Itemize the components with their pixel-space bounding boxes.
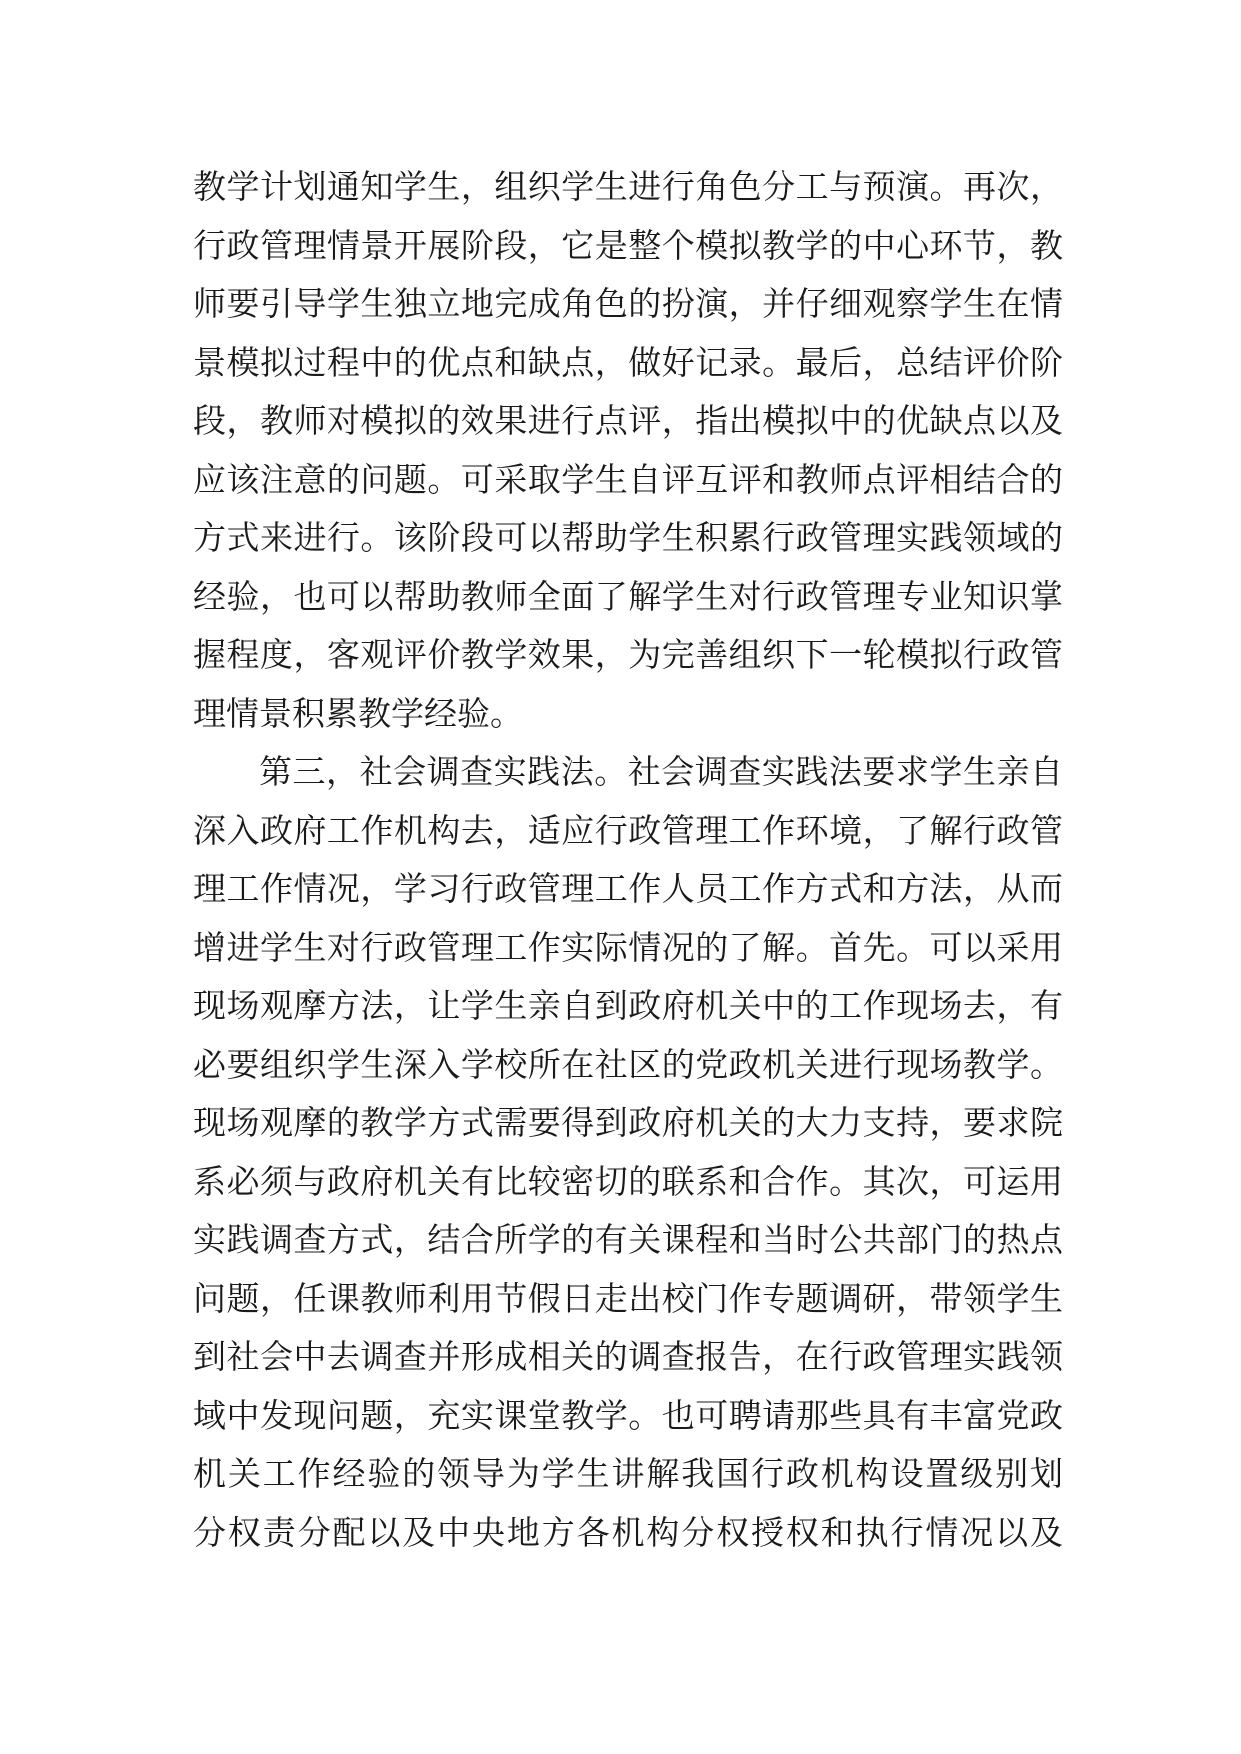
text-line: 师要引导学生独立地完成角色的扮演，并仔细观察学生在情	[193, 284, 1063, 323]
text-line: 机关工作经验的领导为学生讲解我国行政机构设置级别划	[193, 1454, 1063, 1493]
text-line: 问题，任课教师利用节假日走出校门作专题调研，带领学生	[193, 1278, 1063, 1318]
paragraph-1	[193, 158, 1063, 743]
text-line: 景模拟过程中的优点和缺点，做好记录。最后，总结评价阶	[193, 342, 1063, 382]
text-line: 实践调查方式，结合所学的有关课程和当时公共部门的热点	[193, 1220, 1063, 1259]
body-text	[193, 158, 1063, 1562]
text-line: 方式来进行。该阶段可以帮助学生积累行政管理实践领域的	[193, 518, 1063, 557]
text-line: 现场观摩方法，让学生亲自到政府机关中的工作现场去，有	[193, 986, 1063, 1025]
text-line: 理工作情况，学习行政管理工作人员工作方式和方法，从而	[193, 869, 1063, 908]
text-line: 经验，也可以帮助教师全面了解学生对行政管理专业知识掌	[193, 576, 1063, 616]
text-line: 增进学生对行政管理工作实际情况的了解。首先。可以采用	[193, 927, 1063, 967]
text-line: 现场观摩的教学方式需要得到政府机关的大力支持，要求院	[193, 1103, 1063, 1142]
text-line: 教学计划通知学生，组织学生进行角色分工与预演。再次，	[193, 167, 1063, 206]
text-line: 分权责分配以及中央地方各机构分权授权和执行情况以及	[193, 1512, 1063, 1552]
text-line: 域中发现问题，充实课堂教学。也可聘请那些具有丰富党政	[193, 1395, 1063, 1435]
text-line: 握程度，客观评价教学效果，为完善组织下一轮模拟行政管	[193, 635, 1063, 674]
text-line: 行政管理情景开展阶段，它是整个模拟教学的中心环节，教	[193, 225, 1063, 265]
text-line: 第三，社会调查实践法。社会调查实践法要求学生亲自	[259, 752, 1063, 791]
text-line: 理情景积累教学经验。	[193, 693, 523, 733]
text-line: 深入政府工作机构去，适应行政管理工作环境，了解行政管	[193, 810, 1063, 850]
text-line: 段，教师对模拟的效果进行点评，指出模拟中的优缺点以及	[193, 401, 1063, 440]
text-line: 必要组织学生深入学校所在社区的党政机关进行现场教学。	[193, 1044, 1063, 1084]
text-line: 系必须与政府机关有比较密切的联系和合作。其次，可运用	[193, 1161, 1063, 1201]
text-line: 应该注意的问题。可采取学生自评互评和教师点评相结合的	[193, 459, 1063, 499]
paragraph-2	[193, 743, 1063, 1562]
text-line: 到社会中去调查并形成相关的调查报告，在行政管理实践领	[193, 1337, 1063, 1376]
